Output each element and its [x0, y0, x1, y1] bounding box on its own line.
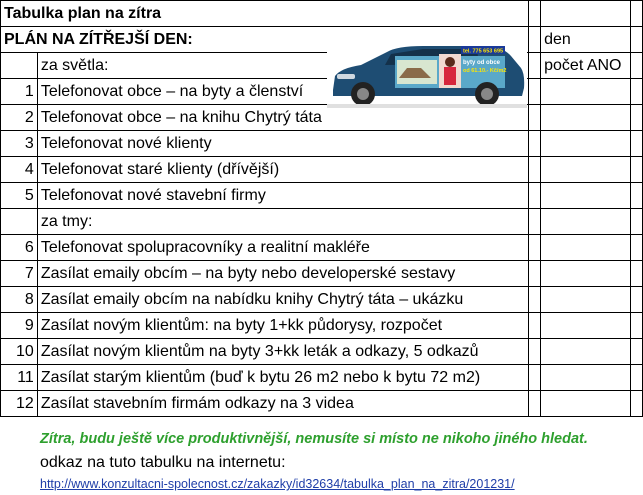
- morning-label[interactable]: za světla:: [37, 53, 528, 79]
- cell[interactable]: [529, 105, 541, 131]
- car-phone: tel. 775 653 695: [463, 48, 504, 55]
- table-row: [1, 79, 643, 105]
- task-number[interactable]: 5: [1, 183, 38, 209]
- task-number[interactable]: 9: [1, 313, 38, 339]
- table-title[interactable]: Tabulka plan na zítra: [1, 1, 529, 27]
- motto-text[interactable]: Zítra, budu ještě více produktivnější, nemusíte si místo ne nikoho jiného hledat.: [40, 431, 588, 447]
- task-text[interactable]: Zasílat novým klientům na byty 3+kk leták a odkazy, 5 odkazů: [37, 339, 528, 365]
- cell[interactable]: [541, 105, 631, 131]
- cell[interactable]: [529, 261, 541, 287]
- task-text[interactable]: Telefonovat obce – na knihu Chytrý táta: [37, 105, 528, 131]
- cell[interactable]: [529, 313, 541, 339]
- morning-row: [1, 53, 643, 79]
- cell[interactable]: [631, 53, 643, 79]
- task-number[interactable]: 7: [1, 261, 38, 287]
- table-row: [1, 287, 643, 313]
- cell[interactable]: [541, 339, 631, 365]
- task-number[interactable]: 1: [1, 79, 38, 105]
- plan-label[interactable]: PLÁN NA ZÍTŘEJŠÍ DEN:: [1, 27, 529, 53]
- cell[interactable]: [529, 235, 541, 261]
- table-row: [1, 365, 643, 391]
- link-label[interactable]: odkaz na tuto tabulku na internetu:: [40, 454, 286, 471]
- cell[interactable]: [541, 391, 631, 417]
- cell[interactable]: [631, 391, 643, 417]
- cell[interactable]: [541, 183, 631, 209]
- cell[interactable]: [631, 339, 643, 365]
- cell[interactable]: [541, 79, 631, 105]
- cell[interactable]: [631, 235, 643, 261]
- count-label[interactable]: počet ANO: [541, 53, 631, 79]
- table-url-link[interactable]: http://www.konzultacni-spolecnost.cz/zakazky/id32634/tabulka_plan_na_zitra/201231/: [40, 477, 515, 491]
- cell[interactable]: [529, 1, 541, 27]
- cell[interactable]: [631, 1, 643, 27]
- task-number[interactable]: 3: [1, 131, 38, 157]
- table-row: [1, 157, 643, 183]
- cell[interactable]: [631, 365, 643, 391]
- table-row: [1, 313, 643, 339]
- task-number[interactable]: 4: [1, 157, 38, 183]
- cell[interactable]: [541, 313, 631, 339]
- car-sign-line2: od 61.10.- Kč/m2: [463, 68, 507, 74]
- task-text[interactable]: Telefonovat spolupracovníky a realitní makléře: [37, 235, 528, 261]
- task-number[interactable]: 6: [1, 235, 38, 261]
- task-text[interactable]: Telefonovat staré klienty (dřívější): [37, 157, 528, 183]
- cell[interactable]: [631, 79, 643, 105]
- task-text[interactable]: Zasílat emaily obcím – na byty nebo developerské sestavy: [37, 261, 528, 287]
- task-text[interactable]: Zasílat novým klientům: na byty 1+kk půdorysy, rozpočet: [37, 313, 528, 339]
- task-text[interactable]: Zasílat emaily obcím na nabídku knihy Chytrý táta – ukázku: [37, 287, 528, 313]
- table-row: [1, 105, 643, 131]
- task-text[interactable]: Zasílat starým klientům (buď k bytu 26 m2 nebo k bytu 72 m2): [37, 365, 528, 391]
- cell[interactable]: [631, 261, 643, 287]
- task-number[interactable]: 8: [1, 287, 38, 313]
- cell[interactable]: [631, 27, 643, 53]
- evening-label[interactable]: za tmy:: [37, 209, 528, 235]
- title-row: [1, 1, 643, 27]
- table-row: [1, 391, 643, 417]
- task-number[interactable]: 11: [1, 365, 38, 391]
- cell[interactable]: [631, 209, 643, 235]
- cell[interactable]: [529, 365, 541, 391]
- cell[interactable]: [529, 27, 541, 53]
- cell[interactable]: [541, 365, 631, 391]
- cell[interactable]: [529, 391, 541, 417]
- task-text[interactable]: Zasílat stavebním firmám odkazy na 3 videa: [37, 391, 528, 417]
- cell[interactable]: [631, 183, 643, 209]
- cell[interactable]: [541, 235, 631, 261]
- cell[interactable]: [529, 287, 541, 313]
- cell[interactable]: [529, 131, 541, 157]
- cell[interactable]: [631, 157, 643, 183]
- table-row: [1, 339, 643, 365]
- cell[interactable]: [541, 209, 631, 235]
- task-text[interactable]: Telefonovat obce – na byty a členství: [37, 79, 528, 105]
- task-text[interactable]: Telefonovat nové stavební firmy: [37, 183, 528, 209]
- cell[interactable]: [631, 105, 643, 131]
- cell[interactable]: [631, 131, 643, 157]
- cell[interactable]: [1, 53, 38, 79]
- car-sign-line1: byty od obce: [463, 60, 501, 66]
- plan-row: [1, 27, 643, 53]
- cell[interactable]: [529, 339, 541, 365]
- cell[interactable]: [529, 157, 541, 183]
- car-advert-image: [327, 38, 527, 108]
- task-text[interactable]: Telefonovat nové klienty: [37, 131, 528, 157]
- cell[interactable]: [631, 287, 643, 313]
- cell[interactable]: [529, 209, 541, 235]
- cell[interactable]: [631, 313, 643, 339]
- table-row: [1, 131, 643, 157]
- task-number[interactable]: 2: [1, 105, 38, 131]
- task-number[interactable]: 12: [1, 391, 38, 417]
- table-row: [1, 261, 643, 287]
- cell[interactable]: [1, 209, 38, 235]
- table-row: [1, 183, 643, 209]
- cell[interactable]: [541, 287, 631, 313]
- evening-row: [1, 209, 643, 235]
- cell[interactable]: [541, 131, 631, 157]
- cell[interactable]: [541, 261, 631, 287]
- cell[interactable]: [541, 1, 631, 27]
- cell[interactable]: [529, 53, 541, 79]
- task-number[interactable]: 10: [1, 339, 38, 365]
- cell[interactable]: [541, 157, 631, 183]
- cell[interactable]: [529, 79, 541, 105]
- cell[interactable]: [529, 183, 541, 209]
- table-row: [1, 235, 643, 261]
- day-label[interactable]: den: [541, 27, 631, 53]
